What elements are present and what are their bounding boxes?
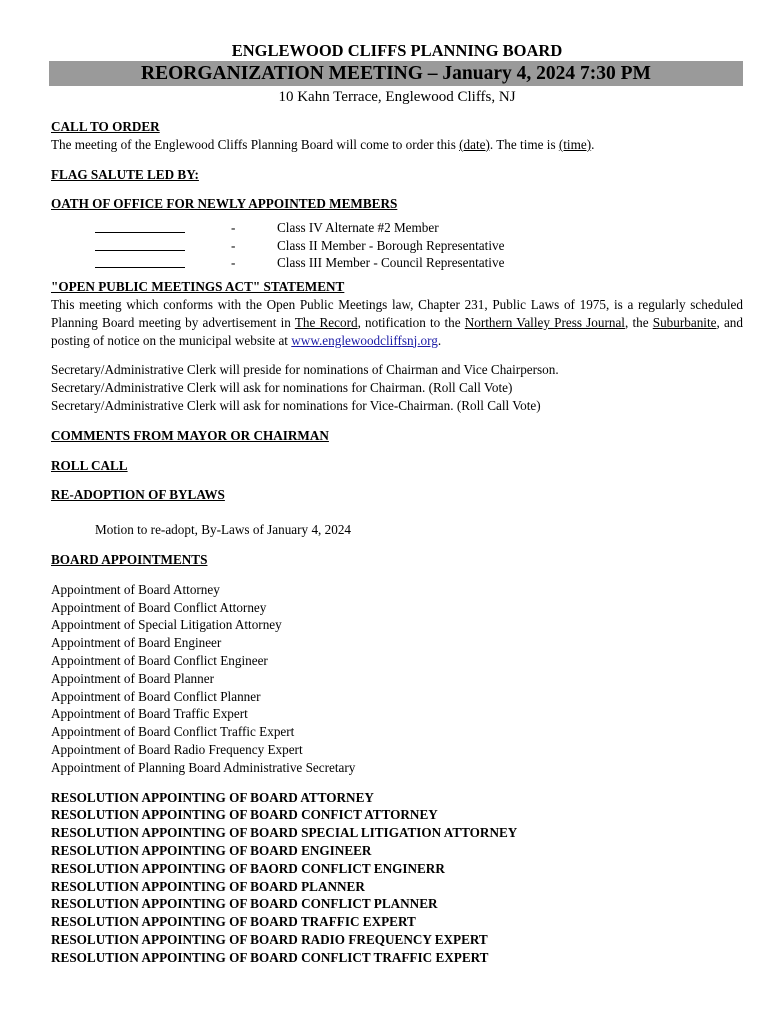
list-item: Appointment of Board Engineer: [51, 635, 222, 651]
meeting-banner: REORGANIZATION MEETING – January 4, 2024 7:30 PM: [49, 61, 743, 86]
name-blank-line: [95, 267, 185, 268]
list-item: Appointment of Board Traffic Expert: [51, 706, 248, 722]
call-to-order-heading: CALL TO ORDER: [51, 119, 160, 134]
oath-member-class: Class III Member - Council Representative: [277, 255, 505, 271]
oath-heading: OATH OF OFFICE FOR NEWLY APPOINTED MEMBERS: [51, 196, 398, 212]
oath-row: [51, 254, 743, 272]
list-item: RESOLUTION APPOINTING OF BOARD RADIO FREQUENCY EXPERT: [51, 931, 488, 947]
oath-dash: -: [231, 237, 236, 253]
oath-dash: -: [231, 255, 236, 271]
list-item: Appointment of Board Conflict Engineer: [51, 652, 268, 668]
opma-text-5: .: [437, 332, 442, 348]
name-blank-line: [95, 232, 185, 233]
oath-member-class: Class II Member - Borough Representative: [277, 237, 505, 253]
list-item: Appointment of Board Radio Frequency Expert: [51, 741, 303, 757]
time-placeholder: (time): [558, 136, 592, 152]
oath-list: [51, 219, 743, 272]
opma-text-3: , the: [624, 314, 653, 330]
organization-title: ENGLEWOOD CLIFFS PLANNING BOARD: [231, 41, 563, 60]
opma-heading: "OPEN PUBLIC MEETINGS ACT" STATEMENT: [51, 279, 345, 295]
flag-salute-heading: FLAG SALUTE LED BY:: [51, 166, 199, 182]
date-placeholder: (date): [459, 136, 490, 152]
municipal-website-link[interactable]: www.englewoodcliffsnj.org: [291, 332, 438, 348]
list-item: RESOLUTION APPOINTING OF BOARD CONFLICT TRAFFIC EXPERT: [51, 949, 489, 965]
comments-heading: COMMENTS FROM MAYOR OR CHAIRMAN: [51, 427, 329, 443]
suburbanite-name: Suburbanite: [652, 314, 717, 330]
list-item: Appointment of Board Conflict Traffic Expert: [51, 724, 295, 740]
list-item: RESOLUTION APPOINTING OF BOARD SPECIAL LITIGATION ATTORNEY: [51, 825, 518, 841]
list-item: Appointment of Board Attorney: [51, 581, 220, 597]
list-item: RESOLUTION APPOINTING OF BOARD PLANNER: [51, 878, 365, 894]
nomination-line: Secretary/Administrative Clerk will ask for nominations for Chairman. (Roll Call Vote): [51, 380, 513, 396]
list-item: RESOLUTION APPOINTING OF BAORD CONFLICT ENGINERR: [51, 860, 445, 876]
appointments-list: [51, 581, 743, 777]
call-to-order-text-a: The meeting of the Englewood Cliffs Planning Board will come to order this: [51, 136, 460, 152]
oath-member-class: Class IV Alternate #2 Member: [277, 220, 439, 236]
oath-row: [51, 237, 743, 255]
list-item: Appointment of Planning Board Administrative Secretary: [51, 759, 356, 775]
list-item: Appointment of Board Conflict Attorney: [51, 599, 267, 615]
list-item: RESOLUTION APPOINTING OF BOARD ATTORNEY: [51, 789, 374, 805]
list-item: Appointment of Special Litigation Attorney: [51, 617, 282, 633]
list-item: RESOLUTION APPOINTING OF BOARD ENGINEER: [51, 842, 372, 858]
nomination-line: Secretary/Administrative Clerk will ask for nominations for Vice-Chairman. (Roll Call Vote): [51, 397, 541, 413]
list-item: Appointment of Board Planner: [51, 670, 214, 686]
call-to-order-text-b: . The time is: [489, 136, 559, 152]
list-item: RESOLUTION APPOINTING OF BOARD CONFLICT PLANNER: [51, 896, 438, 912]
oath-row: [51, 219, 743, 237]
the-record-name: The Record: [294, 314, 358, 330]
list-item: Appointment of Board Conflict Planner: [51, 688, 261, 704]
opma-text-1: This meeting which conforms with the Open Public Meetings law, Chapter 231, Public Laws of 1975, is a regularly scheduled Planning Board meeting by advertisement in: [51, 296, 743, 330]
oath-dash: -: [231, 220, 236, 236]
opma-text-4: , and posting of notice on the municipal website at: [51, 314, 743, 348]
call-to-order-text: [51, 136, 743, 154]
bylaws-heading: RE-ADOPTION OF BYLAWS: [51, 487, 225, 503]
resolutions-list: [51, 789, 743, 967]
call-to-order-text-c: .: [591, 136, 595, 152]
list-item: RESOLUTION APPOINTING OF BOARD CONFICT ATTORNEY: [51, 807, 438, 823]
agenda-page: [51, 40, 743, 966]
roll-call-heading: ROLL CALL: [51, 457, 128, 473]
opma-text-2: , notification to the: [357, 314, 465, 330]
bylaws-motion: Motion to re-adopt, By-Laws of January 4, 2024: [95, 522, 352, 538]
meeting-address: 10 Kahn Terrace, Englewood Cliffs, NJ: [278, 89, 516, 105]
list-item: RESOLUTION APPOINTING OF BOARD TRAFFIC EXPERT: [51, 914, 416, 930]
name-blank-line: [95, 250, 185, 251]
northern-valley-press-journal-name: Northern Valley Press Journal: [464, 314, 625, 330]
nomination-line: Secretary/Administrative Clerk will preside for nominations of Chairman and Vice Chairperson.: [51, 362, 559, 378]
opma-statement: [51, 296, 743, 349]
board-appointments-heading: BOARD APPOINTMENTS: [51, 551, 208, 567]
